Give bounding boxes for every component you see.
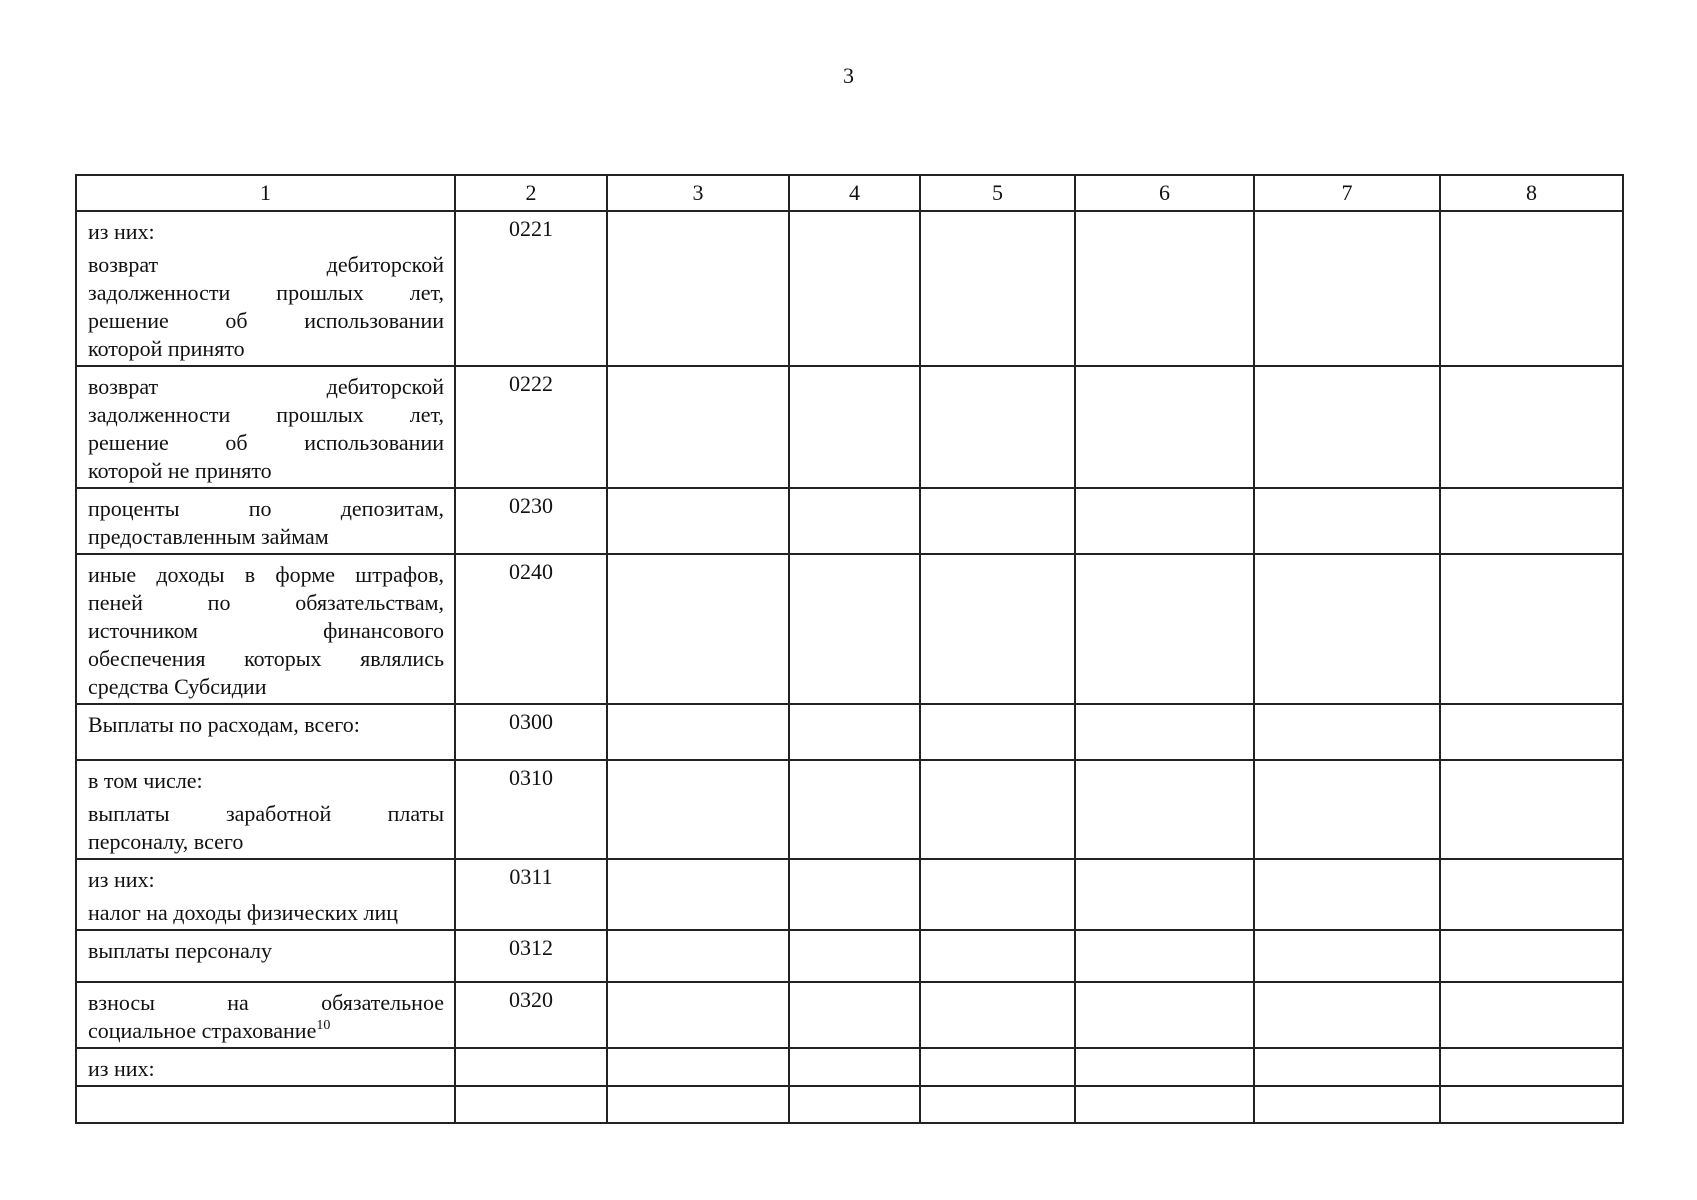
value-cell-col-6[interactable] <box>1075 211 1254 366</box>
row-text: решение об использовании <box>88 308 444 333</box>
column-number: 2 <box>455 175 607 211</box>
row-text-line <box>88 899 444 927</box>
row-description <box>76 760 455 859</box>
column-number: 6 <box>1075 175 1254 211</box>
value-cell-col-6[interactable] <box>1075 760 1254 859</box>
row-text-line <box>88 800 444 828</box>
value-cell-col-7[interactable] <box>1254 859 1440 930</box>
value-cell-col-5[interactable] <box>920 1048 1075 1086</box>
row-description <box>76 1086 455 1123</box>
row-lead-text: из них: <box>88 867 155 892</box>
value-cell-col-7[interactable] <box>1254 211 1440 366</box>
table-row <box>76 982 1623 1048</box>
value-cell-col-7[interactable] <box>1254 366 1440 488</box>
row-description <box>76 488 455 554</box>
row-text: предоставленным займам <box>88 524 329 549</box>
row-description <box>76 704 455 760</box>
value-cell-col-5[interactable] <box>920 930 1075 982</box>
value-cell-col-8[interactable] <box>1440 366 1623 488</box>
row-code: 0222 <box>455 366 607 488</box>
table-row <box>76 488 1623 554</box>
table-row <box>76 554 1623 704</box>
value-cell-col-5[interactable] <box>920 211 1075 366</box>
row-text-line <box>88 711 444 739</box>
row-description <box>76 554 455 704</box>
value-cell-col-7[interactable] <box>1254 554 1440 704</box>
row-text-line <box>88 645 444 673</box>
row-text: пеней по обязательствам, <box>88 590 444 615</box>
row-code <box>455 1048 607 1086</box>
row-text-line <box>88 373 444 401</box>
row-code: 0311 <box>455 859 607 930</box>
value-cell-col-7[interactable] <box>1254 1086 1440 1123</box>
table-body <box>76 211 1623 1123</box>
row-text: которой принято <box>88 336 245 361</box>
row-text-line <box>88 1055 444 1083</box>
row-description <box>76 1048 455 1086</box>
row-code <box>455 1086 607 1123</box>
value-cell-col-6[interactable] <box>1075 859 1254 930</box>
row-text: источником финансового <box>88 618 444 643</box>
row-code: 0221 <box>455 211 607 366</box>
value-cell-col-8[interactable] <box>1440 859 1623 930</box>
value-cell-col-8[interactable] <box>1440 930 1623 982</box>
value-cell-col-8[interactable] <box>1440 1086 1623 1123</box>
value-cell-col-4[interactable] <box>789 1086 920 1123</box>
value-cell-col-6[interactable] <box>1075 704 1254 760</box>
row-description <box>76 930 455 982</box>
value-cell-col-3[interactable] <box>607 488 789 554</box>
table-row <box>76 760 1623 859</box>
value-cell-col-4[interactable] <box>789 930 920 982</box>
value-cell-col-5[interactable] <box>920 554 1075 704</box>
value-cell-col-4[interactable] <box>789 366 920 488</box>
row-text-line <box>88 307 444 335</box>
row-description <box>76 366 455 488</box>
value-cell-col-4[interactable] <box>789 760 920 859</box>
table-row <box>76 1086 1623 1123</box>
row-text-line <box>88 401 444 429</box>
row-text-line <box>88 495 444 523</box>
column-number: 3 <box>607 175 789 211</box>
footnote-mark: 10 <box>316 1018 331 1033</box>
value-cell-col-3[interactable] <box>607 554 789 704</box>
value-cell-col-7[interactable] <box>1254 982 1440 1048</box>
value-cell-col-8[interactable] <box>1440 211 1623 366</box>
column-number: 8 <box>1440 175 1623 211</box>
row-lead-text: из них: <box>88 219 155 244</box>
value-cell-col-8[interactable] <box>1440 488 1623 554</box>
value-cell-col-5[interactable] <box>920 859 1075 930</box>
row-text: возврат дебиторской <box>88 252 444 277</box>
row-text-line <box>88 561 444 589</box>
value-cell-col-5[interactable] <box>920 982 1075 1048</box>
value-cell-col-6[interactable] <box>1075 930 1254 982</box>
value-cell-col-8[interactable] <box>1440 982 1623 1048</box>
value-cell-col-7[interactable] <box>1254 1048 1440 1086</box>
row-text-line <box>88 989 444 1017</box>
value-cell-col-5[interactable] <box>920 366 1075 488</box>
row-description <box>76 859 455 930</box>
row-text-line <box>88 1017 444 1045</box>
column-number: 1 <box>76 175 455 211</box>
row-text: из них: <box>88 1056 155 1081</box>
value-cell-col-3[interactable] <box>607 704 789 760</box>
value-cell-col-7[interactable] <box>1254 930 1440 982</box>
row-code: 0312 <box>455 930 607 982</box>
row-text: возврат дебиторской <box>88 374 444 399</box>
value-cell-col-6[interactable] <box>1075 1048 1254 1086</box>
row-text: налог на доходы физических лиц <box>88 900 399 925</box>
value-cell-col-5[interactable] <box>920 704 1075 760</box>
row-text-line <box>88 937 444 965</box>
row-text: Выплаты по расходам, всего: <box>88 712 360 737</box>
value-cell-col-6[interactable] <box>1075 488 1254 554</box>
row-text: персоналу, всего <box>88 829 244 854</box>
row-lead-text: в том числе: <box>88 768 203 793</box>
row-text: задолженности прошлых лет, <box>88 280 444 305</box>
value-cell-col-3[interactable] <box>607 982 789 1048</box>
row-description <box>76 982 455 1048</box>
column-number: 7 <box>1254 175 1440 211</box>
table-row <box>76 1048 1623 1086</box>
value-cell-col-7[interactable] <box>1254 760 1440 859</box>
value-cell-col-4[interactable] <box>789 488 920 554</box>
value-cell-col-3[interactable] <box>607 1048 789 1086</box>
value-cell-col-4[interactable] <box>789 554 920 704</box>
row-text-line <box>88 429 444 457</box>
value-cell-col-5[interactable] <box>920 488 1075 554</box>
value-cell-col-3[interactable] <box>607 366 789 488</box>
row-text: средства Субсидии <box>88 674 267 699</box>
row-text: выплаты заработной платы <box>88 801 444 826</box>
value-cell-col-4[interactable] <box>789 982 920 1048</box>
row-code: 0300 <box>455 704 607 760</box>
row-text-line <box>88 673 444 701</box>
value-cell-col-6[interactable] <box>1075 1086 1254 1123</box>
value-cell-col-7[interactable] <box>1254 488 1440 554</box>
row-text: задолженности прошлых лет, <box>88 402 444 427</box>
row-text: выплаты персоналу <box>88 938 273 963</box>
row-text-line <box>88 828 444 856</box>
row-text: проценты по депозитам, <box>88 496 444 521</box>
row-description <box>76 211 455 366</box>
row-code: 0310 <box>455 760 607 859</box>
value-cell-col-8[interactable] <box>1440 1048 1623 1086</box>
column-number: 4 <box>789 175 920 211</box>
row-text-line <box>88 279 444 307</box>
row-text: которой не принято <box>88 458 272 483</box>
value-cell-col-6[interactable] <box>1075 366 1254 488</box>
value-cell-col-7[interactable] <box>1254 704 1440 760</box>
row-text-line <box>88 523 444 551</box>
value-cell-col-3[interactable] <box>607 211 789 366</box>
value-cell-col-6[interactable] <box>1075 982 1254 1048</box>
value-cell-col-3[interactable] <box>607 859 789 930</box>
value-cell-col-4[interactable] <box>789 704 920 760</box>
row-text: обеспечения которых являлись <box>88 646 444 671</box>
value-cell-col-3[interactable] <box>607 1086 789 1123</box>
row-text: социальное страхование <box>88 1018 317 1043</box>
column-number-row <box>76 175 1623 211</box>
value-cell-col-8[interactable] <box>1440 760 1623 859</box>
value-cell-col-3[interactable] <box>607 760 789 859</box>
row-code: 0230 <box>455 488 607 554</box>
page-number: 3 <box>843 63 854 88</box>
row-code: 0320 <box>455 982 607 1048</box>
value-cell-col-5[interactable] <box>920 760 1075 859</box>
row-text: иные доходы в форме штрафов, <box>88 562 444 587</box>
value-cell-col-4[interactable] <box>789 211 920 366</box>
row-text-line <box>88 617 444 645</box>
row-text-line <box>88 457 444 485</box>
value-cell-col-8[interactable] <box>1440 704 1623 760</box>
row-code: 0240 <box>455 554 607 704</box>
value-cell-col-5[interactable] <box>920 1086 1075 1123</box>
row-text-line <box>88 589 444 617</box>
table-row <box>76 930 1623 982</box>
row-text: взносы на обязательное <box>88 990 444 1015</box>
table-row <box>76 366 1623 488</box>
row-text-line <box>88 251 444 279</box>
value-cell-col-4[interactable] <box>789 859 920 930</box>
value-cell-col-8[interactable] <box>1440 554 1623 704</box>
table-row <box>76 859 1623 930</box>
value-cell-col-4[interactable] <box>789 1048 920 1086</box>
table-row <box>76 704 1623 760</box>
value-cell-col-6[interactable] <box>1075 554 1254 704</box>
table-row <box>76 211 1623 366</box>
row-text: решение об использовании <box>88 430 444 455</box>
row-text-line <box>88 335 444 363</box>
report-table <box>75 174 1624 1124</box>
column-number: 5 <box>920 175 1075 211</box>
value-cell-col-3[interactable] <box>607 930 789 982</box>
